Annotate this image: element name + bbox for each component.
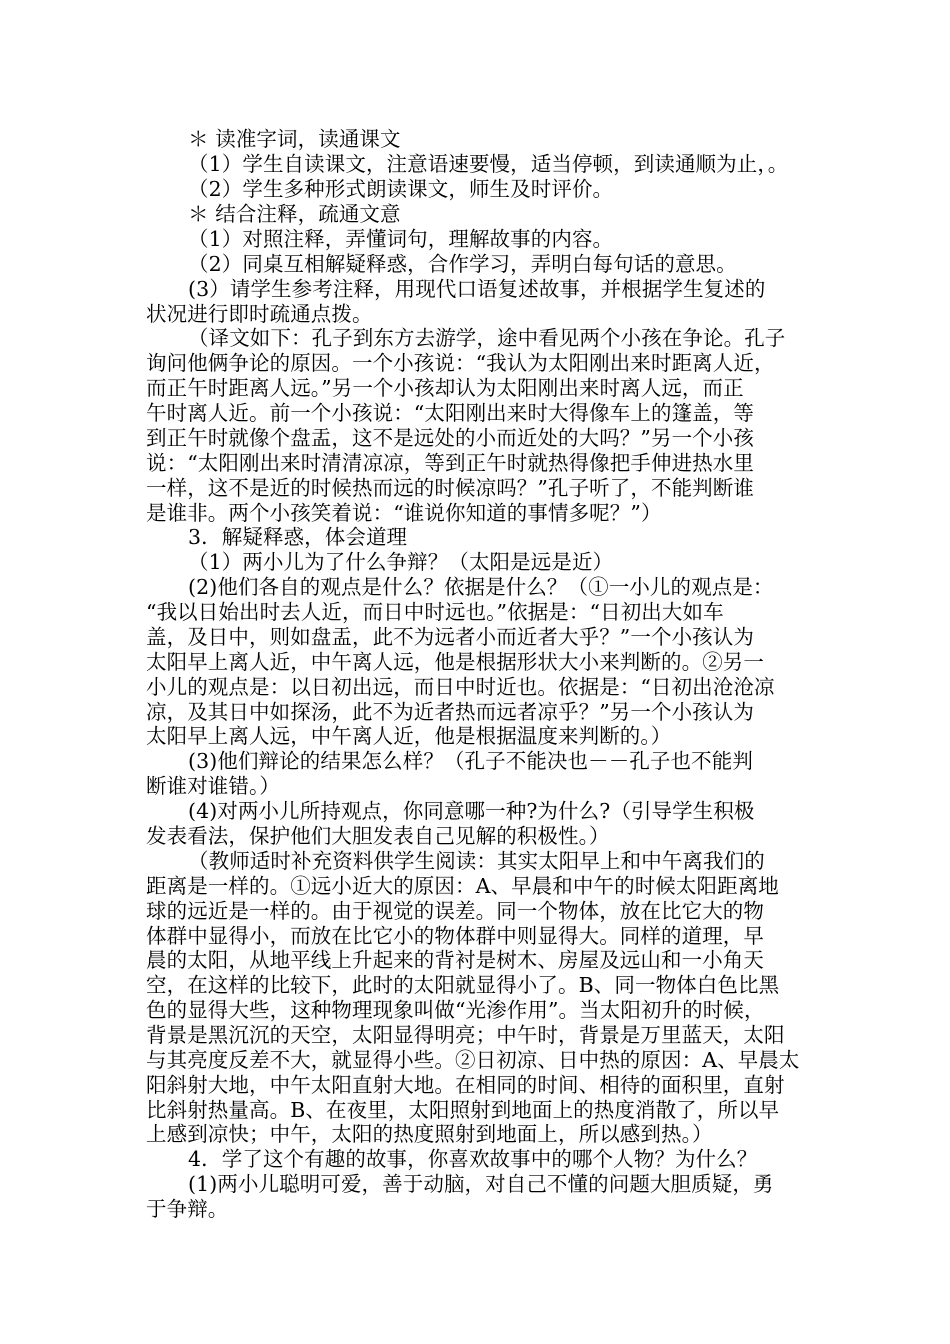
text-line: 凉，及其日中如探汤，此不为近者热而远者凉乎？”另一个小孩认为 — [146, 700, 754, 724]
text-line: 太阳早上离人远，中午离人近，他是根据温度来判断的。） — [146, 724, 672, 748]
text-line: “我以日始出时去人近，而日中时远也。”依据是：“日初出大如车 — [146, 600, 724, 624]
text-line: 询问他俩争论的原因。一个小孩说：“我认为太阳刚出来时距离人近， — [146, 351, 775, 375]
text-line: 上感到凉快；中午，太阳的热度照射到地面上，所以感到热。） — [146, 1122, 713, 1146]
text-line: 球的远近是一样的。由于视觉的误差。同一个物体，放在比它大的物 — [146, 899, 764, 923]
text-line: 距离是一样的。①远小近大的原因：A、早晨和中午的时候太阳距离地 — [146, 874, 779, 898]
text-line: ＊ 读准字词，读通课文 — [188, 127, 401, 151]
text-line: 一样，这不是近的时候热而远的时候凉吗？”孔子听了，不能判断谁 — [146, 476, 754, 500]
text-line: (3）请学生参考注释，用现代口语复述故事，并根据学生复述的 — [188, 277, 766, 301]
text-line: （1）对照注释，弄懂词句，理解故事的内容。 — [188, 227, 614, 251]
text-line: （1）学生自读课文，注意语速要慢，适当停顿，到读通顺为止，。 — [188, 152, 789, 176]
text-line: 盖，及日中，则如盘盂，此不为远者小而近者大乎？”一个小孩认为 — [146, 625, 754, 649]
text-line: (4)对两小儿所持观点，你同意哪一种?为什么?（引导学生积极 — [188, 799, 755, 823]
text-line: 到正午时就像个盘盂，这不是远处的小而近处的大吗？”另一个小孩 — [146, 426, 754, 450]
text-line: 发表看法，保护他们大胆发表自己见解的积极性。） — [146, 824, 610, 848]
text-line: (1)两小儿聪明可爱，善于动脑，对自己不懂的问题大胆质疑，勇 — [188, 1172, 774, 1196]
text-line: 是谁非。两个小孩笑着说：“谁说你知道的事情多呢？”） — [146, 501, 662, 525]
text-line: 晨的太阳，从地平线上升起来的背衬是树木、房屋及远山和一小角天 — [146, 948, 764, 972]
text-line: 小儿的观点是：以日初出远，而日中时近也。依据是：“日初出沧沧凉 — [146, 675, 775, 699]
text-line: (2)他们各自的观点是什么？依据是什么？（①一小儿的观点是： — [188, 575, 774, 599]
text-line: 状况进行即时疏通点拨。 — [146, 302, 373, 326]
text-line: 色的显得大些，这种物理现象叫做“光渗作用”。当太阳初升的时候， — [146, 998, 765, 1022]
text-line: 空，在这样的比较下，此时的太阳就显得小了。B、同一物体白色比黑 — [146, 973, 780, 997]
text-line: （2）学生多种形式朗读课文，师生及时评价。 — [188, 177, 614, 201]
text-line: (3)他们辩论的结果怎么样？（孔子不能决也－－孔子也不能判 — [188, 749, 753, 773]
text-line: 背景是黑沉沉的天空，太阳显得明亮；中午时，背景是万里蓝天，太阳 — [146, 1023, 785, 1047]
text-line: （2）同桌互相解疑释惑，合作学习，弄明白每句话的意思。 — [188, 252, 737, 276]
text-line: 4．学了这个有趣的故事，你喜欢故事中的哪个人物？为什么？ — [188, 1147, 758, 1171]
text-line: 与其亮度反差不大，就显得小些。②日初凉、日中热的原因：A、早晨太 — [146, 1048, 800, 1072]
text-line: 断谁对谁错。） — [146, 774, 280, 798]
text-line: 说：“太阳刚出来时清清凉凉，等到正午时就热得像把手伸进热水里 — [146, 451, 754, 475]
text-line: 太阳早上离人近，中午离人远，他是根据形状大小来判断的。②另一 — [146, 650, 764, 674]
text-line: （1）两小儿为了什么争辩？（太阳是远是近） — [188, 550, 614, 574]
text-line: 而正午时距离人远。”另一个小孩却认为太阳刚出来时离人远，而正 — [146, 376, 744, 400]
text-line: 体群中显得小，而放在比它小的物体群中则显得大。同样的道理，早 — [146, 924, 764, 948]
text-line: 于争辩。 — [146, 1197, 229, 1221]
text-line: （教师适时补充资料供学生阅读：其实太阳早上和中午离我们的 — [188, 849, 765, 873]
text-line: ＊ 结合注释，疏通文意 — [188, 202, 401, 226]
text-line: 比斜射热量高。B、在夜里，太阳照射到地面上的热度消散了，所以早 — [146, 1098, 780, 1122]
text-line: 午时离人近。前一个小孩说：“太阳刚出来时大得像车上的篷盖，等 — [146, 401, 754, 425]
text-line: 阳斜射大地，中午太阳直射大地。在相同的时间、相待的面积里，直射 — [146, 1073, 785, 1097]
text-line: （译文如下：孔子到东方去游学，途中看见两个小孩在争论。孔子 — [188, 326, 786, 350]
text-line: 3．解疑释惑，体会道理 — [188, 525, 408, 549]
